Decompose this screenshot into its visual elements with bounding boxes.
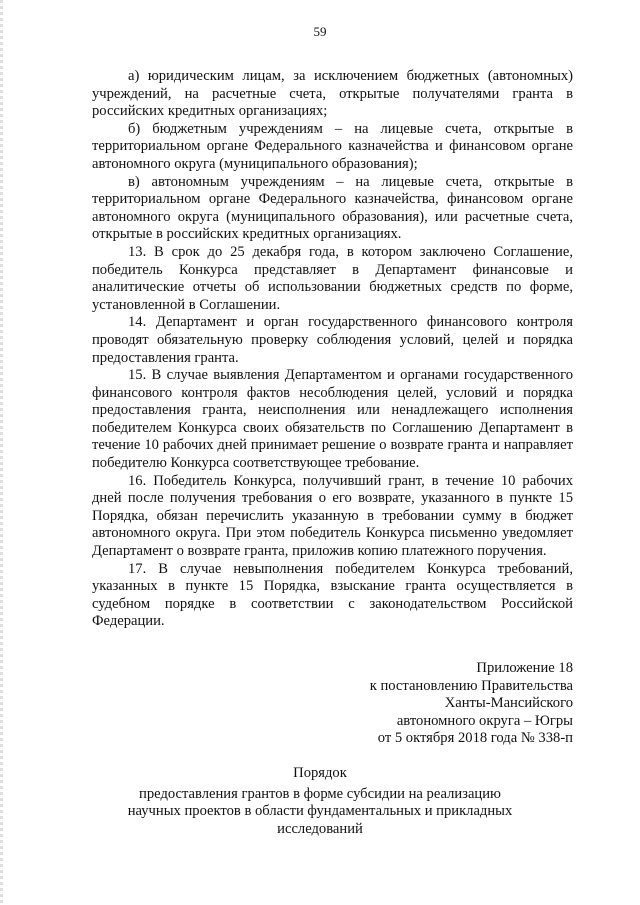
paragraph-17: 17. В случае невыполнения победителем Конкурса требований, указанных в пункте 15 Порядка, взыскание гранта осуществляется в судебном порядке в соответствии с законодательством Российской Федерации.: [92, 560, 573, 630]
appendix-line: от 5 октября 2018 года № 338-п: [377, 730, 573, 747]
title-line: предоставления грантов в форме субсидии на реализацию: [139, 785, 501, 802]
body-text: [92, 68, 573, 631]
paragraph-b: б) бюджетным учреждениям – на лицевые счета, открытые в территориальном органе Федерального казначейства и финансовом органе автономного округа (муниципального образования);: [92, 120, 573, 172]
paragraph-16: 16. Победитель Конкурса, получивший грант, в течение 10 рабочих дней после получения требования о его возврате, указанного в пункте 15 Порядка, обязан перечислить указанную в требовании сумму в бюджет автономного округа. При этом победитель Конкурса письменно уведомляет Департамент о возврате гранта, приложив копию платежного поручения.: [92, 472, 573, 560]
appendix-line: к постановлению Правительства: [369, 677, 573, 694]
document-title: [0, 765, 640, 838]
appendix-line: автономного округа – Югры: [396, 712, 573, 729]
paragraph-15: 15. В случае выявления Департаментом и органами государственного финансового контроля фактов несоблюдения целей, условий и порядка предоставления гранта, неисполнения или ненадлежащего исполнения победителем Конкурса своих обязательств по Соглашению Департамент в течение 10 рабочих дней принимает решение о возврате гранта и направляет победителю Конкурса соответствующее требование.: [92, 367, 573, 472]
appendix-reference: [273, 660, 573, 748]
page-number: 59: [313, 24, 327, 39]
paragraph-14: 14. Департамент и орган государственного финансового контроля проводят обязательную проверку соблюдения условий, целей и порядка предоставления гранта.: [92, 314, 573, 366]
paragraph-c: в) автономным учреждениям – на лицевые счета, открытые в территориальном органе Федерального казначейства, финансовом органе автономного округа (муниципального образования), или расчетные счета, открытые в российских кредитных организациях.: [92, 173, 573, 243]
appendix-line: Ханты-Мансийского: [444, 695, 573, 712]
appendix-line: Приложение 18: [476, 660, 573, 676]
title-line: научных проектов в области фундаментальных и прикладных: [127, 803, 513, 820]
title-heading: Порядок: [293, 765, 347, 781]
paragraph-a: а) юридическим лицам, за исключением бюджетных (автономных) учреждений, на расчетные счета, открытые получателями гранта в российских кредитных организациях;: [92, 68, 573, 120]
title-line: исследований: [277, 820, 363, 837]
paragraph-13: 13. В срок до 25 декабря года, в котором заключено Соглашение, победитель Конкурса представляет в Департамент финансовые и аналитические отчеты об использовании бюджетных средств по форме, установленной в Соглашении.: [92, 243, 573, 313]
